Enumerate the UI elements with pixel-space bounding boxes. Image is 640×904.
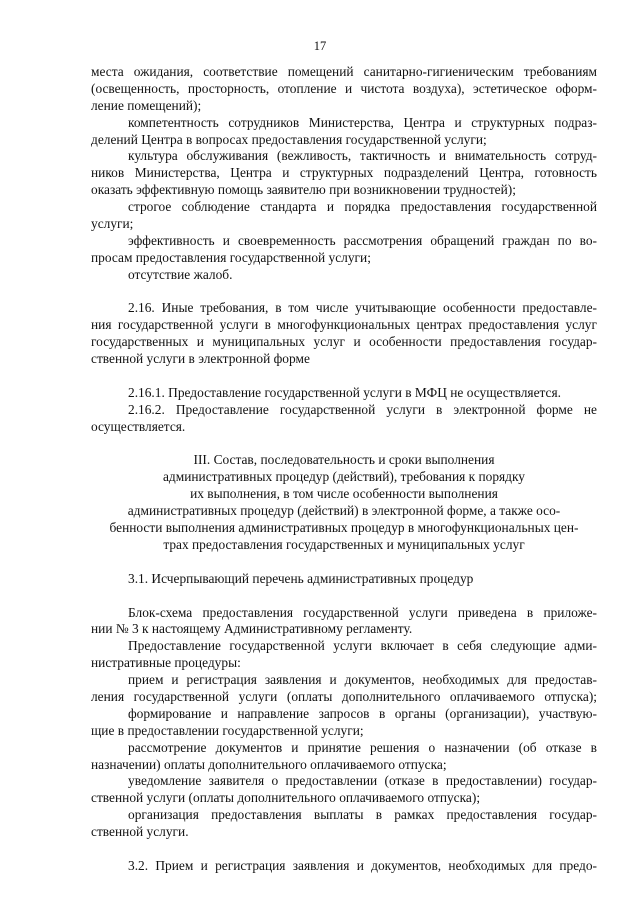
- text-line: отсутствие жалоб.: [128, 266, 233, 282]
- paragraph-gap: [91, 368, 597, 385]
- text-line: ственной услуги (оплаты дополнительного оплачиваемого отпуска);: [91, 790, 481, 806]
- text-line: нистративные процедуры:: [91, 655, 241, 671]
- chapter-heading-line: их выполнения, в том числе особенности выполнения: [190, 486, 498, 502]
- text-line: прием и регистрация заявления и документов, необходимых для предостав-: [128, 672, 597, 688]
- paragraph-gap: [91, 841, 597, 858]
- text-line: щие в предоставлении государственной услуги;: [91, 722, 364, 738]
- text-line: места ожидания, соответствие помещений санитарно-гигиеническим требованиям: [91, 64, 597, 79]
- text-line: услуги;: [91, 216, 134, 232]
- text-line: 2.16.1. Предоставление государственной услуги в МФЦ не осуществляется.: [128, 384, 561, 400]
- chapter-heading-line: административных процедур (действий), требования к порядку: [162, 469, 526, 485]
- chapter-heading-line: трах предоставления государственных и муниципальных услуг: [163, 536, 525, 552]
- text-line: эффективность и своевременность рассмотрения обращений граждан по во-: [128, 232, 597, 248]
- text-line: формирование и направление запросов в органы (организации), участвую-: [128, 705, 597, 721]
- chapter-heading-line: бенности выполнения административных процедур в многофункциональных цен-: [109, 520, 579, 536]
- section-heading-line: ственной услуги в электронной форме: [91, 351, 310, 367]
- text-line: делений Центра в вопросах предоставления государственной услуги;: [91, 131, 487, 147]
- text-line: уведомление заявителя о предоставлении (отказе в предоставлении) государ-: [128, 773, 597, 789]
- page-number: 17: [313, 39, 327, 53]
- section-heading-line: ния государственной услуги в многофункциональных центрах предоставления услуг: [91, 317, 597, 333]
- text-line: 2.16.2. Предоставление государственной услуги в электронной форме не: [128, 401, 597, 417]
- text-line: культура обслуживания (вежливость, тактичность и внимательность сотруд-: [128, 148, 597, 164]
- paragraph-gap: [91, 436, 597, 453]
- text-line: организация предоставления выплаты в рамках предоставления государ-: [128, 807, 597, 823]
- text-line: Блок-схема предоставления государственной услуги приведена в приложе-: [128, 604, 597, 620]
- section-heading-line: государственных и муниципальных услуг и особенности предоставления государ-: [91, 334, 597, 350]
- text-line: ников Министерства, Центра и структурных подразделений Центра, готовность: [91, 165, 597, 181]
- text-line: ственной услуги.: [91, 824, 189, 840]
- text-line: оказать эффективную помощь заявителю при возникновении трудностей);: [91, 182, 516, 198]
- text-line: (освещенность, просторность, отопление и чистота воздуха), эстетическое оформ-: [91, 80, 597, 96]
- text-line: ление помещений);: [91, 97, 202, 113]
- chapter-heading-line: III. Состав, последовательность и сроки выполнения: [193, 452, 495, 468]
- text-line: просам предоставления государственной услуги;: [91, 249, 371, 265]
- text-line: рассмотрение документов и принятие решения о назначении (об отказе в: [128, 739, 597, 755]
- text-line: нии № 3 к настоящему Административному регламенту.: [91, 621, 413, 637]
- paragraph-gap: [91, 554, 597, 571]
- text-line: ления государственной услуги (оплаты дополнительного оплачиваемого отпуска);: [91, 688, 597, 704]
- paragraph-gap: [91, 588, 597, 605]
- text-line: Предоставление государственной услуги включает в себя следующие адми-: [128, 638, 597, 654]
- document-body: [91, 64, 597, 875]
- text-line: назначении) оплаты дополнительного оплачиваемого отпуска;: [91, 756, 447, 772]
- subsection-heading: 3.1. Исчерпывающий перечень административных процедур: [128, 570, 474, 586]
- paragraph-gap: [91, 284, 597, 301]
- subsection-heading: 3.2. Прием и регистрация заявления и документов, необходимых для предо-: [128, 857, 597, 873]
- text-line: компетентность сотрудников Министерства, Центра и структурных подраз-: [128, 114, 597, 130]
- text-line: строгое соблюдение стандарта и порядка предоставления государственной: [128, 199, 597, 215]
- section-heading-line: 2.16. Иные требования, в том числе учитывающие особенности предоставле-: [128, 300, 597, 316]
- chapter-heading-line: административных процедур (действий) в электронной форме, а также осо-: [127, 503, 561, 519]
- text-line: осуществляется.: [91, 418, 186, 434]
